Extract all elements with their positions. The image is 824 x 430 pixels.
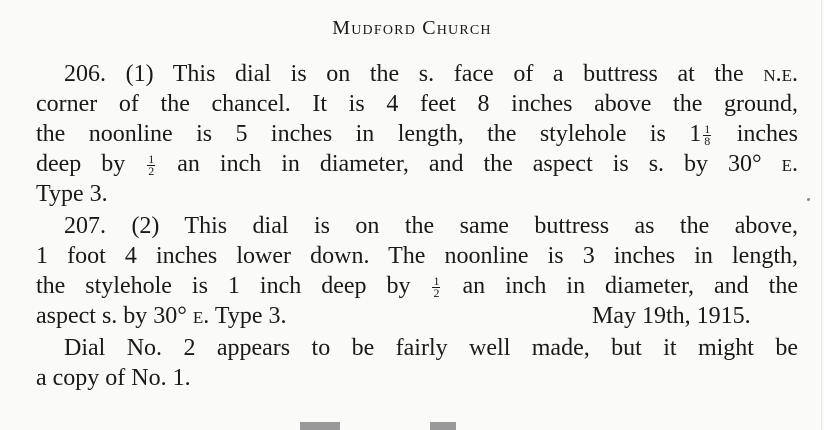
note-line-1: Dial No. 2 appears to be fairly well made, but it might be: [64, 335, 798, 361]
fraction-one-half: [432, 273, 440, 300]
entry-207-line-2: 1 foot 4 inches lower down. The noonline is 3 inches in length,: [36, 243, 798, 269]
entry-207-line-1: 207. (2) This dial is on the same buttress as the above,: [64, 213, 798, 239]
page-edge-shadow: [821, 0, 822, 430]
note-line-2: a copy of No. 1.: [36, 365, 191, 391]
abbrev-ne: n.e.: [763, 61, 798, 87]
entry-206-line-1: [64, 59, 798, 89]
fraction-denominator: 2: [148, 163, 155, 178]
entry-206-line-4: [36, 149, 798, 179]
fraction-numerator: 1: [704, 121, 711, 136]
entry-207-text-3a: the stylehole is 1 inch deep by: [36, 273, 431, 299]
fraction-numerator: 1: [433, 273, 440, 288]
entry-207-line-4: [36, 301, 798, 331]
entry-207-text-4a: aspect s. by 30°: [36, 303, 193, 329]
fraction-one-eighth: [703, 121, 711, 148]
abbrev-e: e.: [192, 303, 210, 329]
entry-207-text-3b: an inch in diameter, and the: [442, 273, 798, 299]
abbrev-e: e.: [781, 151, 798, 177]
entry-206-text-3a: the noonline is 5 inches in length, the stylehole is 1: [36, 121, 702, 147]
entry-206-text-4b: an inch in diameter, and the aspect is s. by 30°: [157, 151, 782, 177]
margin-speck: [807, 198, 810, 201]
fraction-one-half: [147, 151, 155, 178]
entry-date: May 19th, 1915.: [592, 303, 751, 329]
next-line-fragment: [300, 422, 340, 430]
entry-206-text-3b: inches: [713, 121, 799, 147]
entry-206-text-1: 206. (1) This dial is on the s. face of a buttress at the: [64, 61, 764, 87]
fraction-denominator: 8: [704, 133, 711, 148]
next-line-fragment: [430, 422, 456, 430]
entry-206-line-2: corner of the chancel. It is 4 feet 8 inches above the ground,: [36, 91, 798, 117]
entry-206-text-4a: deep by: [36, 151, 146, 177]
fraction-denominator: 2: [433, 285, 440, 300]
section-heading: Mudford Church: [332, 17, 492, 39]
entry-207-text-4c: Type 3.: [209, 303, 287, 329]
entry-207-line-3: [36, 271, 798, 301]
fraction-numerator: 1: [148, 151, 155, 166]
entry-206-line-3: [36, 119, 798, 149]
entry-206-line-5: Type 3.: [36, 181, 108, 207]
